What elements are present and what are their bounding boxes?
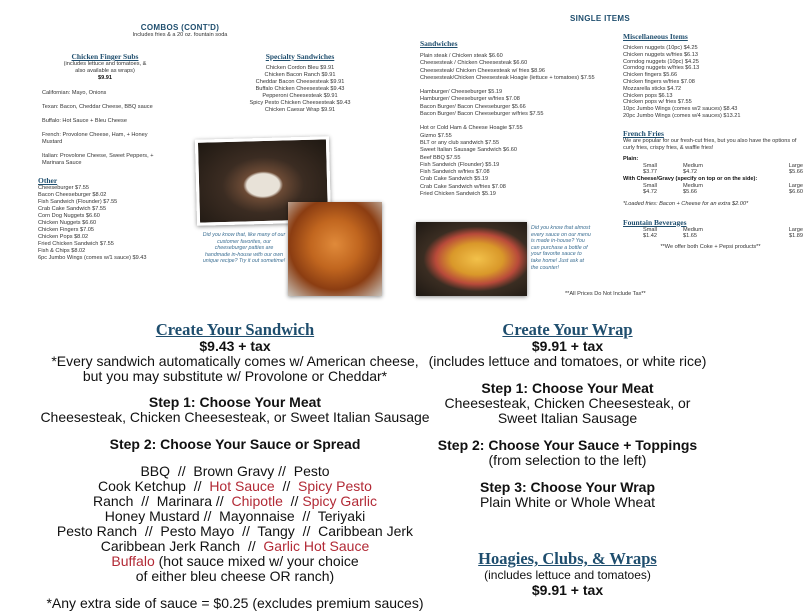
sauce: Cook Ketchup // [98,478,210,494]
size-label: Small [643,226,657,233]
wings-photo [288,202,382,296]
chicken-finger-subs [40,52,170,82]
sandwich-item: Beef BBQ $7.55 [420,154,461,161]
misc-item: 20pc Jumbo Wings (comes w/4 sauces) $13.21 [623,112,741,119]
price: $1.89 [789,233,803,240]
size-label: Large [788,162,803,169]
waffle-fries-photo [416,222,527,296]
beverages-heading: Fountain Beverages [623,217,687,227]
sauce-line [40,539,430,554]
price: $3.77 [643,169,657,176]
fries-description: We are popular for our fresh-cut fries, but you also have the options of curly fries, crispy fries, & waffle fries! [623,137,797,151]
specialty-item: Cheddar Bacon Cheesesteak $9.91 [255,79,345,85]
misc-heading: Miscellaneous Items [623,32,688,41]
hoagies-note: (includes lettuce and tomatoes) [484,568,651,582]
sandwiches-list [420,53,620,198]
wrap-step3-options: Plain White or Whole Wheat [479,494,656,510]
size-label: Small [643,182,657,189]
size-label: Medium [683,226,703,233]
sub-item [42,153,162,167]
combos-title: COMBOS (CONT'D) [140,23,220,32]
other-item: Fish Sandwich (Flounder) $7.55 [38,199,118,205]
beverage-prices [643,226,803,240]
misc-item: Chicken pops w/ fries $7.55 [623,99,692,106]
sandwich-group [420,53,620,82]
sandwich-item: Cheesesteak/Chicken Cheesesteak Hoagie (lettuce + tomatoes) $7.55 [420,74,595,81]
sandwich-item: Bacon Burger/ Bacon Cheeseburger $5.66 [420,103,526,110]
sub-item-text: Californian: Mayo, Onions [42,90,107,96]
combos-subtitle: Includes fries & a 20 oz. fountain soda [132,32,228,38]
sandwich-item: Fried Chicken Sandwich $5.19 [420,191,496,198]
price: $5.66 [683,189,697,196]
spicy-sauce: Buffalo [111,553,155,569]
plain-fries-prices [643,162,803,176]
misc-item: Corndog nuggets w/fries $6.13 [623,65,700,72]
wrap-note: (includes lettuce and tomatoes, or white rice) [428,353,707,369]
sandwich-item: Fish Sandwich w/fries $7.08 [420,169,490,176]
sauce-caption: Did you know that almost every sauce on our menu is made in-house? You can purchase a bottle of your favorite sauce to take home! Just ask at the counter! [531,225,591,271]
coke-pepsi-note: **We offer both Coke + Pepsi products** [660,243,761,250]
specialty-item: Chicken Bacon Ranch $9.91 [264,72,336,78]
specialty-item: Pepperoni Cheesesteak $9.91 [262,93,338,99]
step1-heading: Step 1: Choose Your Meat [148,394,322,410]
wrap-step1-options: Sweet Italian Sausage [497,410,638,426]
other-item: Bacon Cheeseburger $8.02 [38,192,107,198]
wrap-step2-text: (from selection to the left) [488,452,647,468]
specialty-item: Chicken Cordon Bleu $9.91 [265,65,335,71]
other-item: Crab Cake Sandwich $7.55 [38,206,107,212]
sauce-line [40,569,430,584]
specialty-section [230,52,370,114]
sub-item-text: Texan: Bacon, Cheddar Cheese, BBQ sauce [42,104,153,110]
hoagies-price: $9.91 + tax [531,582,604,598]
other-item: 6pc Jumbo Wings (comes w/1 sauce) $9.43 [38,255,147,261]
misc-item: Mozzarella sticks $4.72 [623,85,682,92]
cheese-fries-prices [643,182,803,196]
sauce: of either bleu cheese OR ranch) [135,568,335,584]
other-heading: Other [38,176,58,185]
sandwich-item: Crab Cake Sandwich w/fries $7.08 [420,183,506,190]
misc-item: Chicken fingers w/fries $7.08 [623,78,695,85]
other-item: Fried Chicken Sandwich $7.55 [38,241,114,247]
spicy-sauce: Spicy Pesto [298,478,372,494]
other-item: Fish & Chips $8.02 [38,248,86,254]
sauce-line [40,554,430,569]
sauce-line [40,509,430,524]
specialty-item: Chicken Caesar Wrap $9.91 [264,107,336,113]
specialty-heading: Specialty Sandwiches [265,52,335,61]
sauce-line [40,494,430,509]
sauce: Pesto Ranch // Pesto Mayo // Tangy // Caribbean Jerk [56,523,414,539]
specialty-list [230,65,370,114]
size-label: Medium [683,182,703,189]
sandwich-item: Hamburger/ Cheeseburger $5.19 [420,89,503,96]
spicy-sauce: Chipotle [231,493,283,509]
create-sandwich-section [40,321,430,611]
misc-list [623,45,798,120]
misc-item: Chicken nuggets w/fries $6.13 [623,51,698,58]
wrap-step3-heading: Step 3: Choose Your Wrap [479,479,656,495]
sub-item-text: Italian: Provolone Cheese, Sweet Peppers, + [42,153,154,159]
price: $1.65 [683,233,697,240]
sauce: // [282,493,303,509]
sub-item [42,132,162,146]
sub-item-text: Buffalo: Hot Sauce + Bleu Cheese [42,118,127,124]
note: (includes lettuce and tomatoes, & [63,61,147,67]
sandwich-item: Sweet Italian Sausage Sandwich $6.60 [420,147,518,154]
misc-item: Corndog nuggets (10pc) $4.25 [623,58,699,65]
create-wrap-section [420,321,715,598]
french-fries-heading: French Fries [623,128,664,138]
sub-item-text: French: Provolone Cheese, Ham, + Honey [42,132,148,138]
create-wrap-title: Create Your Wrap [502,320,633,339]
price: $5.66 [789,169,803,176]
sandwich-item: Hot or Cold Ham & Cheese Hoagie $7.55 [420,125,523,132]
plain-label: Plain: [623,155,639,162]
sandwich-item: Crab Cake Sandwich $5.19 [420,176,489,183]
sauce-line [40,524,430,539]
wrap-step2-heading: Step 2: Choose Your Sauce + Toppings [437,437,698,453]
misc-item: Chicken fingers $5.66 [623,72,678,79]
other-item: Corn Dog Nuggets $6.60 [38,213,100,219]
sauce-line [40,479,430,494]
sauce: Caribbean Jerk Ranch // [100,538,264,554]
specialty-item: Buffalo Chicken Cheesesteak $9.43 [255,86,345,92]
wrap-step1-heading: Step 1: Choose Your Meat [481,380,654,396]
step1-options: Cheesesteak, Chicken Cheesesteak, or Sweet Italian Sausage [40,409,430,425]
step2-heading: Step 2: Choose Your Sauce or Spread [109,436,361,452]
misc-item: Chicken pops $6.13 [623,92,673,99]
size-label: Large [788,226,803,233]
sauce: // [274,478,299,494]
tax-note: **All Prices Do Not Include Tax** [565,291,646,297]
price: $1.42 [643,233,657,240]
spicy-sauce: Hot Sauce [209,478,275,494]
combos-header [80,23,280,39]
create-sandwich-title: Create Your Sandwich [155,320,315,339]
sandwich-item: BLT or any club sandwich $7.55 [420,139,500,146]
price: $9.91 [98,75,112,81]
sandwich-item: Fish Sandwich (Flounder) $5.19 [420,161,500,168]
sauce: Ranch // Marinara // [92,493,232,509]
sandwiches-section [420,39,620,205]
size-label: Large [788,182,803,189]
cheese-note: *Every sandwich automatically comes w/ American cheese, [51,353,419,369]
size-label: Small [643,162,657,169]
sauce: (hot sauce mixed w/ your choice [154,553,359,569]
other-item: Chicken Nuggets $6.60 [38,220,97,226]
spicy-sauce: Garlic Hot Sauce [263,538,370,554]
other-section [38,176,198,262]
specialty-item: Spicy Pesto Chicken Cheesesteak $9.43 [249,100,351,106]
cheeseburger-caption: Did you know that, like many of our customer favorites, our cheeseburger patties are handmade in-house with our own unique recipe? Try it out sometime! [202,232,286,265]
cheese-note: but you may substitute w/ Provolone or Cheddar* [82,368,388,384]
sandwich-price: $9.43 + tax [199,338,271,354]
chicken-finger-sub-list [42,90,162,174]
hoagies-title: Hoagies, Clubs, & Wraps [478,549,657,568]
sub-item [42,90,162,97]
sandwich-group [420,125,620,198]
other-list [38,185,198,262]
sandwich-group [420,89,620,118]
sub-item-text: Marinara Sauce [42,160,82,166]
sub-item [42,118,162,125]
sandwich-item: Hamburger/ Cheeseburger w/fries $7.08 [420,96,520,103]
sauce: BBQ // Brown Gravy // Pesto [140,463,330,479]
sauce-list [40,464,430,584]
loaded-fries-note: *Loaded fries: Bacon + Cheese for an extra $2.00* [623,200,749,207]
sandwich-item: Bacon Burger/ Bacon Cheeseburger w/fries $7.55 [420,111,544,118]
single-items-title: SINGLE ITEMS [569,14,631,23]
sandwich-item: Gizmo $7.55 [420,132,452,139]
chicken-finger-subs-heading: Chicken Finger Subs [71,52,139,61]
wrap-price: $9.91 + tax [531,338,604,354]
misc-section [623,32,803,251]
other-item: Chicken Pops $8.02 [38,234,89,240]
other-item: Chicken Fingers $7.05 [38,227,94,233]
extra-sauce-note: *Any extra side of sauce = $0.25 (excludes premium sauces) [46,595,424,611]
sandwich-item: Plain steak / Chicken steak $6.60 [420,53,503,59]
spicy-sauce: Spicy Garlic [302,493,377,509]
wrap-step1-options: Cheesesteak, Chicken Cheesesteak, or [444,395,691,411]
sandwich-item: Cheesesteak / Chicken Cheesesteak $6.60 [420,60,528,67]
sub-item-text: Mustard [42,139,63,145]
cheese-label: With Cheese/Gravy (specify on top or on the side): [623,175,758,182]
price: $4.72 [643,189,657,196]
sandwiches-heading: Sandwiches [420,39,458,48]
price: $4.72 [683,169,697,176]
size-label: Medium [683,162,703,169]
misc-item: 10pc Jumbo Wings (comes w/2 sauces) $8.43 [623,106,738,113]
misc-item: Chicken nuggets (10pc) $4.25 [623,45,698,51]
other-item: Cheeseburger $7.55 [38,185,90,191]
sub-item [42,104,162,111]
price: $6.60 [789,189,803,196]
note: also available as wraps) [75,68,135,74]
sandwich-item: Cheesesteak/ Chicken Cheesesteak w/ fries $8.96 [420,67,545,74]
sauce-line [40,464,430,479]
sauce: Honey Mustard // Mayonnaise // Teriyaki [104,508,366,524]
